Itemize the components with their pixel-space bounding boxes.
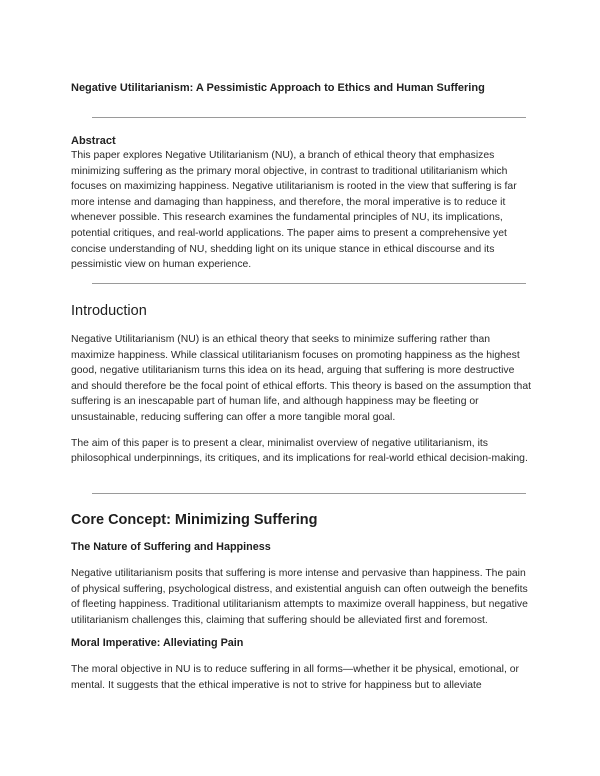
paper-title: Negative Utilitarianism: A Pessimistic Approach to Ethics and Human Suffering xyxy=(71,82,485,94)
section-divider xyxy=(92,283,526,284)
abstract-heading: Abstract xyxy=(71,135,116,147)
subsection-heading: Moral Imperative: Alleviating Pain xyxy=(71,637,244,650)
abstract-text: This paper explores Negative Utilitarianism (NU), a branch of ethical theory that emphasizes minimizing suffering as the primary moral objective, in contrast to traditional utilitarianism which focuses on maximizing happiness. Negative utilitarianism is rooted in the view that suffering is far more intense and damaging than happiness, and therefore, the moral imperative is to reduce it whenever possible. This research examines the fundamental principles of NU, its implications, potential critiques, and real-world applications. The paper aims to present a comprehensive yet concise understanding of NU, shedding light on its unique stance in ethical discourse and its pessimistic view on human experience. xyxy=(71,150,517,271)
subsection-text: Negative utilitarianism posits that suffering is more intense and pervasive than happiness. The pain of physical suffering, psychological distress, and existential anguish can often outweigh the benefits of fleeting happiness. Traditional utilitarianism attempts to maximize overall happiness, but negative utilitarianism challenges this, claiming that suffering should be alleviated first and foremost. xyxy=(71,568,528,626)
introduction-paragraph: The aim of this paper is to present a clear, minimalist overview of negative utilitarianism, its philosophical underpinnings, its critiques, and its implications for real-world ethical decision-making. xyxy=(71,437,528,465)
section-divider xyxy=(92,493,526,494)
introduction-section xyxy=(71,302,531,467)
subsection-heading: The Nature of Suffering and Happiness xyxy=(71,541,271,553)
subsection-text: The moral objective in NU is to reduce suffering in all forms—whether it be physical, emotional, or mental. It suggests that the ethical imperative is not to strive for happiness but to alleviate xyxy=(71,664,519,691)
section-divider xyxy=(92,117,526,118)
core-concept-heading: Core Concept: Minimizing Suffering xyxy=(71,512,318,528)
core-concept-section xyxy=(71,511,531,694)
introduction-heading: Introduction xyxy=(71,303,147,319)
introduction-paragraph: Negative Utilitarianism (NU) is an ethical theory that seeks to minimize suffering rather than maximize happiness. While classical utilitarianism focuses on promoting happiness as the highest good, negative utilitarianism turns this idea on its head, arguing that suffering is more destructive and should therefore be the focal point of ethical efforts. This theory is based on the assumption that suffering is an inescapable part of human life, and although happiness may be fleeting or unsustainable, reducing suffering can offer a more tangible moral goal. xyxy=(71,334,531,423)
abstract-section xyxy=(71,134,531,273)
